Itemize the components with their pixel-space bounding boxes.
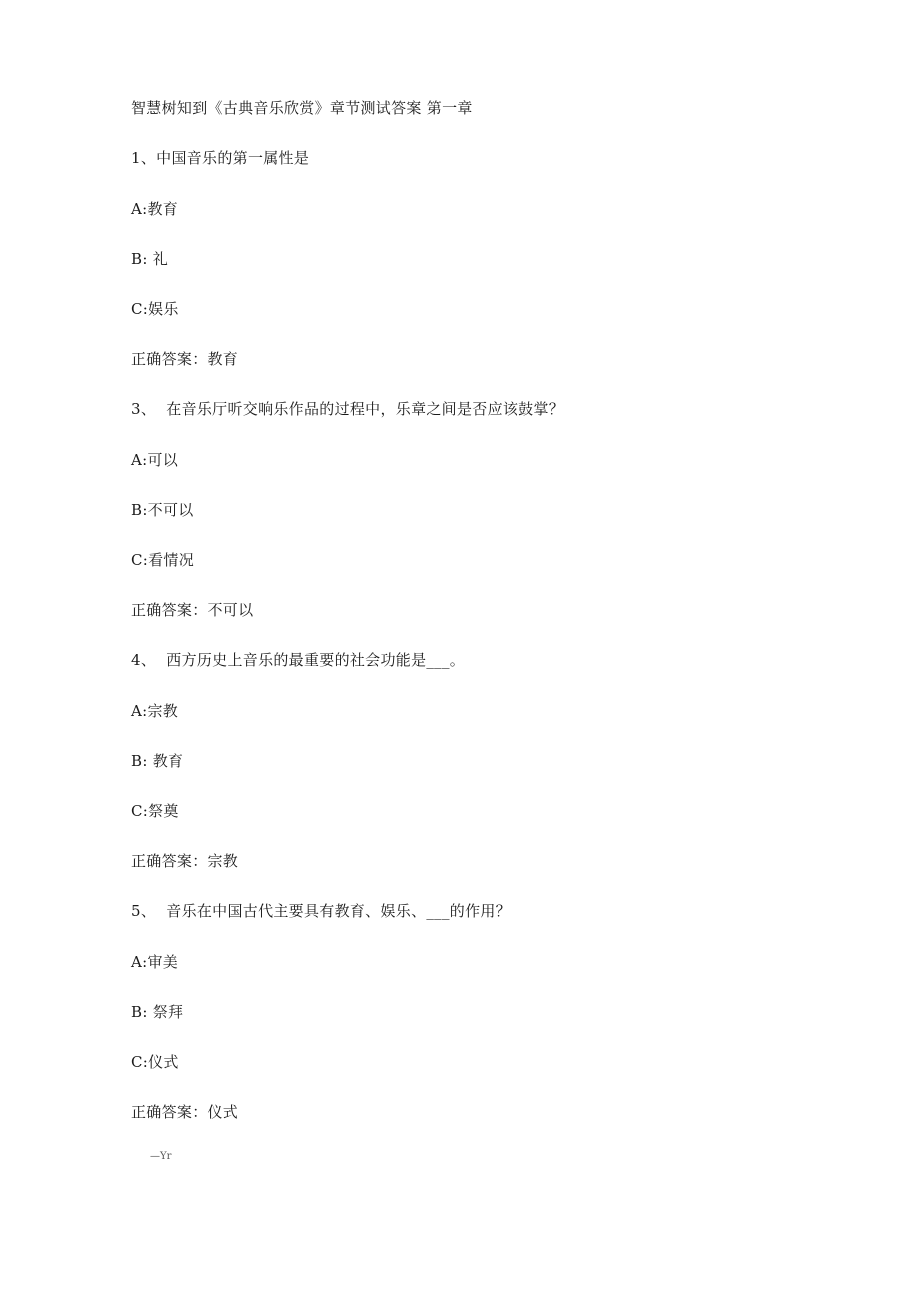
- option-c: C:祭奠: [131, 802, 179, 820]
- question-text: 5、 音乐在中国古代主要具有教育、娱乐、___的作用？: [131, 902, 511, 920]
- option-c: C:娱乐: [131, 300, 179, 318]
- option-a: A:审美: [131, 953, 179, 971]
- correct-answer: 正确答案：不可以: [131, 601, 254, 619]
- option-a: A:教育: [131, 200, 179, 218]
- option-a: A:可以: [131, 451, 179, 469]
- option-b: B: 祭拜: [131, 1003, 184, 1021]
- question-text: 1、中国音乐的第一属性是: [131, 149, 310, 167]
- option-c: C:看情况: [131, 551, 195, 569]
- option-b: B: 教育: [131, 752, 184, 770]
- option-b: B: 礼: [131, 250, 169, 268]
- correct-answer: 正确答案：仪式: [131, 1103, 239, 1121]
- option-c: C:仪式: [131, 1053, 179, 1071]
- option-b: B:不可以: [131, 501, 194, 519]
- document-title: 智慧树知到《古典音乐欣赏》章节测试答案 第一章: [131, 99, 473, 117]
- footer-mark: —Yr: [150, 1151, 172, 1162]
- option-a: A:宗教: [131, 702, 179, 720]
- question-text: 4、 西方历史上音乐的最重要的社会功能是___。: [131, 651, 466, 669]
- question-text: 3、 在音乐厅听交响乐作品的过程中，乐章之间是否应该鼓掌？: [131, 400, 565, 418]
- correct-answer: 正确答案：教育: [131, 350, 239, 368]
- correct-answer: 正确答案：宗教: [131, 852, 239, 870]
